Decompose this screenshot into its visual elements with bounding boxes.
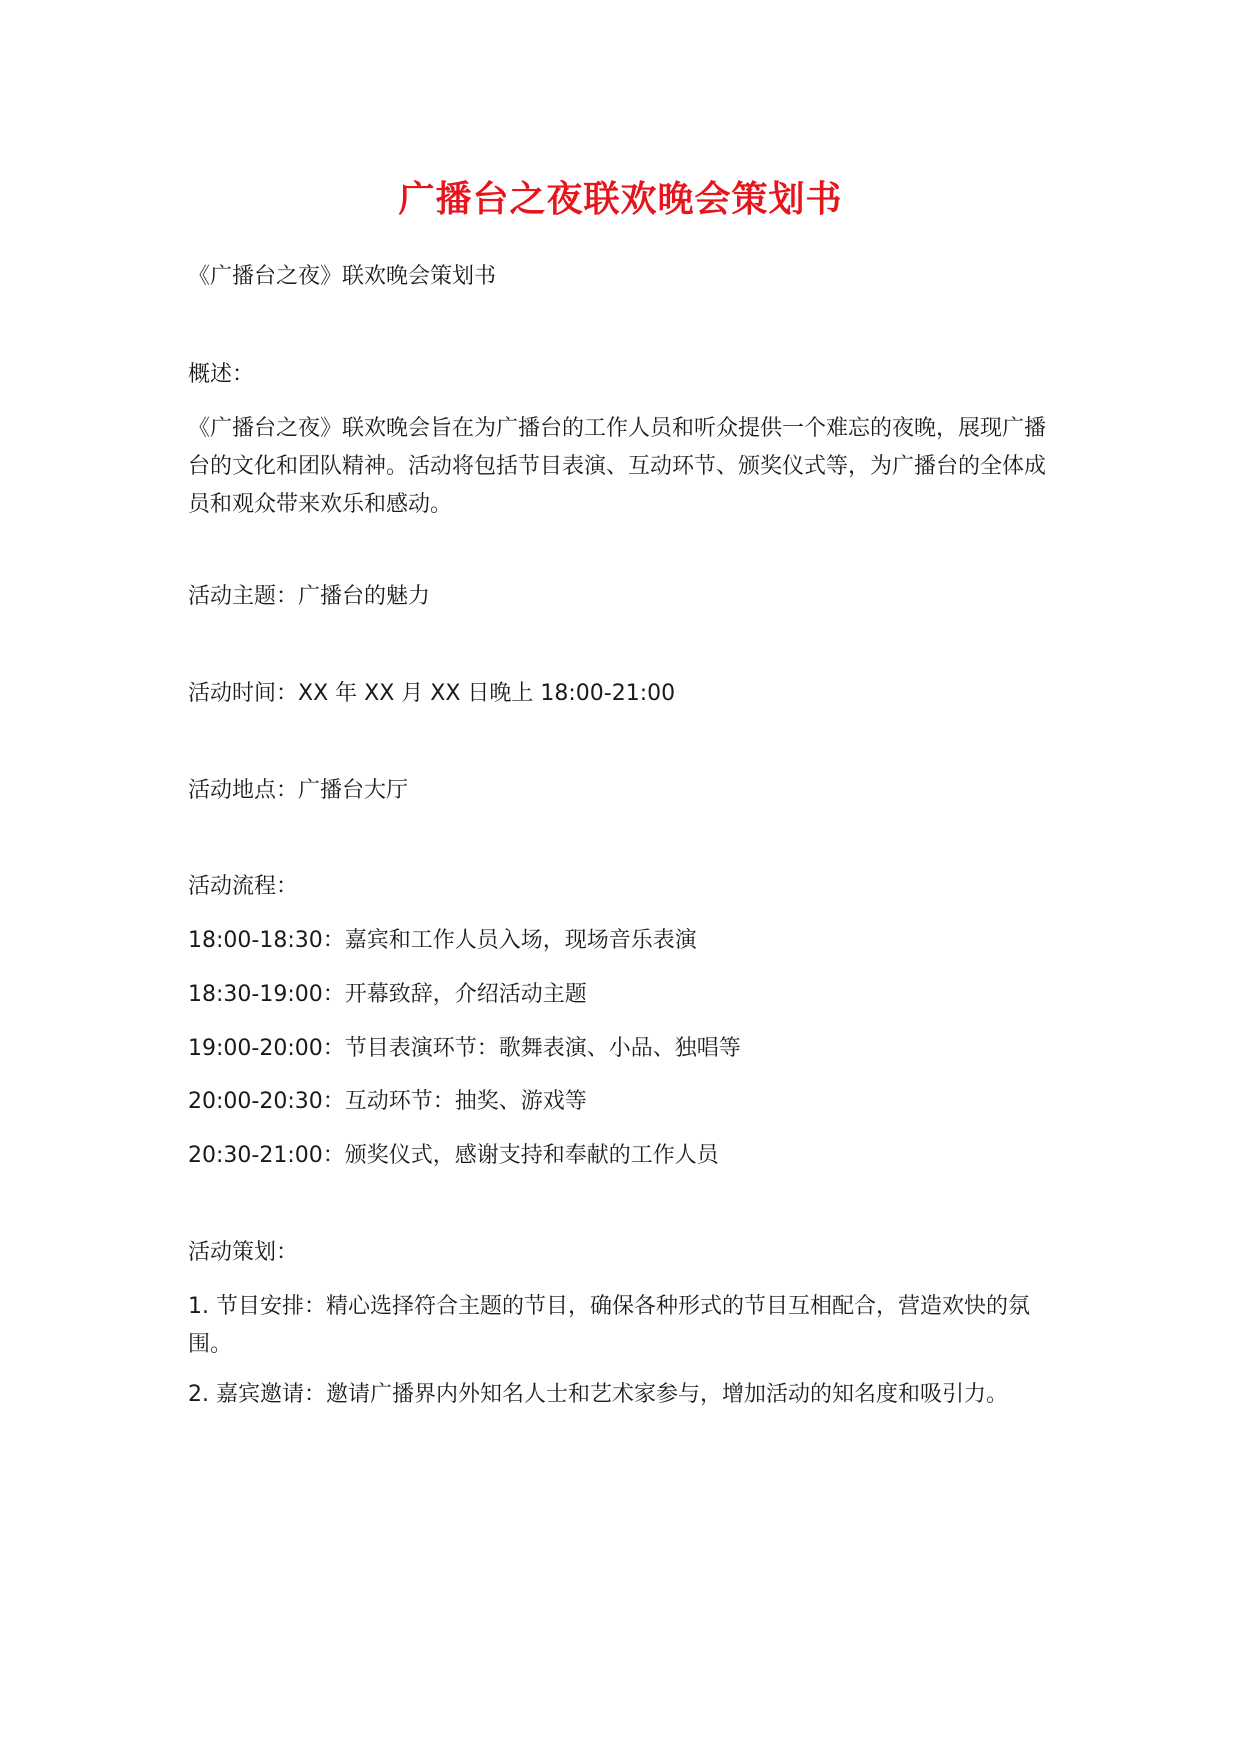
activity-theme: 活动主题：广播台的魅力 — [188, 584, 431, 609]
schedule-item: 18:30-19:00：开幕致辞，介绍活动主题 — [188, 982, 587, 1007]
document-title: 广播台之夜联欢晚会策划书 — [398, 179, 843, 220]
overview-paragraph: 《广播台之夜》联欢晚会旨在为广播台的工作人员和听众提供一个难忘的夜晚，展现广播台的文化和团队精神。活动将包括节目表演、互动环节、颁奖仪式等，为广播台的全体成员和观众带来欢乐和感动。 — [188, 416, 1047, 517]
schedule-item: 20:00-20:30：互动环节：抽奖、游戏等 — [188, 1089, 587, 1114]
schedule-item: 18:00-18:30：嘉宾和工作人员入场，现场音乐表演 — [188, 928, 697, 953]
schedule-item: 20:30-21:00：颁奖仪式，感谢支持和奉献的工作人员 — [188, 1143, 719, 1168]
planning-heading: 活动策划： — [188, 1240, 299, 1265]
activity-location: 活动地点：广播台大厅 — [188, 778, 409, 803]
planning-item: 1. 节目安排：精心选择符合主题的节目，确保各种形式的节目互相配合，营造欢快的氛围。 — [188, 1294, 1030, 1357]
document-subtitle: 《广播台之夜》联欢晚会策划书 — [188, 264, 497, 289]
schedule-heading: 活动流程： — [188, 874, 299, 899]
planning-item: 2. 嘉宾邀请：邀请广播界内外知名人士和艺术家参与，增加活动的知名度和吸引力。 — [188, 1382, 1008, 1407]
schedule-item: 19:00-20:00：节目表演环节：歌舞表演、小品、独唱等 — [188, 1036, 741, 1061]
overview-heading: 概述： — [188, 362, 255, 387]
activity-time: 活动时间：XX 年 XX 月 XX 日晚上 18:00-21:00 — [188, 681, 676, 706]
